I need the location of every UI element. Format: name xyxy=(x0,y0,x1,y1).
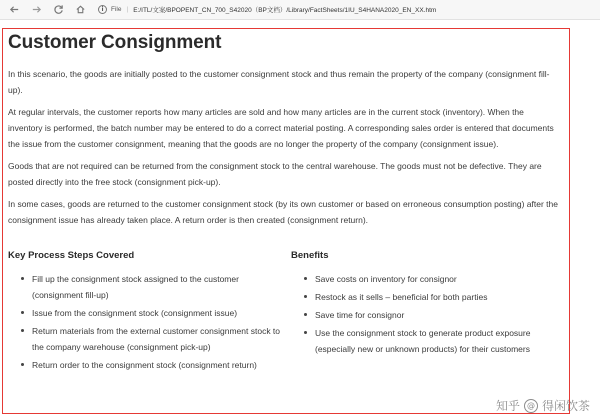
address-separator: | xyxy=(126,6,129,13)
watermark-author: 得闲饮茶 xyxy=(541,399,590,413)
list-item: Restock as it sells – beneficial for both parties xyxy=(303,289,560,305)
list-item: Save costs on inventory for consignor xyxy=(303,271,560,287)
watermark-site: 知乎 xyxy=(495,399,520,413)
benefits-heading: Benefits xyxy=(291,250,329,261)
page-content xyxy=(8,30,560,412)
consignment-return-paragraph: In some cases, goods are returned to the customer consignment stock (by its own customer or based on erroneous consumption posting) after the consignment issue has already taken place. A return order is then created (consignment return). xyxy=(8,199,558,225)
refresh-icon[interactable] xyxy=(50,2,66,18)
info-icon[interactable]: i xyxy=(98,5,107,14)
process-steps-list xyxy=(8,271,291,373)
file-label: File xyxy=(111,6,122,13)
address-bar[interactable] xyxy=(98,5,436,14)
benefits-section xyxy=(291,250,560,375)
benefits-list xyxy=(291,271,560,357)
inventory-paragraph: At regular intervals, the customer reports how many articles are sold and how many articles are in the current stock (inventory). When the inventory is performed, the batch number may be entered to do a correct material posting. A corresponding sales order is entered that documents the issue from the customer consignment, meaning that the goods are no longer the property of the company (consignment issue). xyxy=(8,107,554,149)
process-steps-section xyxy=(8,250,291,375)
watermark xyxy=(496,397,590,414)
page-title: Customer Consignment xyxy=(8,32,222,53)
back-arrow-icon[interactable] xyxy=(6,2,22,18)
list-item: Fill up the consignment stock assigned to the customer (consignment fill-up) xyxy=(20,271,291,303)
list-item: Issue from the consignment stock (consignment issue) xyxy=(20,305,291,321)
forward-arrow-icon[interactable] xyxy=(28,2,44,18)
two-column-section xyxy=(8,250,560,375)
intro-paragraph: In this scenario, the goods are initially posted to the customer consignment stock and thus remain the property of the company (consignment fill-up). xyxy=(8,69,550,95)
list-item: Use the consignment stock to generate product exposure (especially new or unknown products) for their customers xyxy=(303,325,560,357)
list-item: Return order to the consignment stock (consignment return) xyxy=(20,357,291,373)
list-item: Save time for consignor xyxy=(303,307,560,323)
url-text[interactable]: E:/ITL/文案/BPOPENT_CN_700_S42020（BP文档）/Library/FactSheets/1IU_S4HANA2020_EN_XX.htm xyxy=(133,7,437,14)
process-steps-heading: Key Process Steps Covered xyxy=(8,250,135,261)
at-icon: @ xyxy=(524,399,538,413)
home-icon[interactable] xyxy=(72,2,88,18)
list-item: Return materials from the external customer consignment stock to the company warehouse (consignment pick-up) xyxy=(20,323,291,355)
browser-toolbar xyxy=(0,0,600,20)
return-paragraph: Goods that are not required can be returned from the consignment stock to the central warehouse. The goods must not be defective. They are posted directly into the free stock (consignment pick-up). xyxy=(8,161,542,187)
